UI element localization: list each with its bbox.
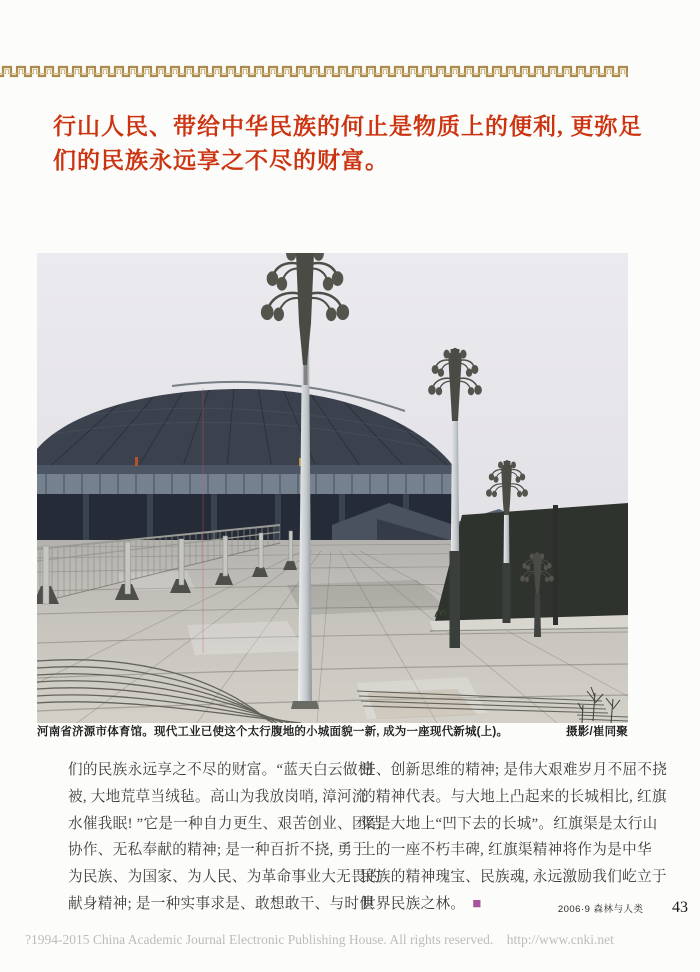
photo-caption: 河南省济源市体育馆。现代工业已使这个太行腹地的小城面貌一新, 成为一座现代新城(上)。 bbox=[37, 726, 509, 738]
dark-pole bbox=[553, 505, 558, 625]
issue-journal-label: 2006·9 森林与人类 bbox=[557, 904, 644, 915]
caption-row bbox=[37, 723, 628, 739]
body-line: 渠是大地上“凹下去的长城”。红旗渠是太行山 bbox=[361, 815, 658, 832]
body-line: 的精神代表。与大地上凸起来的长城相比, 红旗 bbox=[361, 788, 667, 805]
body-line: 献身精神; 是一种实事求是、敢想敢干、与时俱 bbox=[68, 895, 375, 912]
end-mark: ■ bbox=[472, 895, 482, 912]
stadium-photo-graphic bbox=[37, 253, 628, 723]
page-footer bbox=[0, 899, 688, 917]
body-line: 被, 大地荒草当绒毡。高山为我放岗哨, 漳河流 bbox=[68, 788, 367, 805]
body-column-right bbox=[361, 757, 668, 918]
copyright-line: ?1994-2015 China Academic Journal Electronic Publishing House. All rights reserved. http://www.cnki.net bbox=[25, 932, 614, 947]
decorative-border bbox=[0, 63, 628, 79]
body-line: 进、创新思维的精神; 是伟大艰难岁月不屈不挠 bbox=[361, 762, 668, 778]
body-line: 们的民族永远享之不尽的财富。“蓝天白云做棉 bbox=[68, 762, 373, 778]
pull-quote-line-1: 行山人民、带给中华民族的何止是物质上的便利, 更弥足 bbox=[53, 114, 643, 139]
body-line: 世界民族之林。 bbox=[361, 895, 466, 912]
body-column-left bbox=[68, 757, 382, 918]
pull-quote-line-2: 们的民族永远享之不尽的财富。 bbox=[53, 148, 389, 173]
pull-quote bbox=[53, 110, 653, 178]
body-line: 上的一座不朽丰碑, 红旗渠精神将作为是中华 bbox=[361, 842, 652, 859]
body-line: 为民族、为国家、为人民、为革命事业大无畏的 bbox=[68, 869, 381, 886]
page-number: 43 bbox=[672, 899, 688, 916]
body-line: 水催我眠! ”它是一种自力更生、艰苦创业、团结 bbox=[68, 815, 382, 832]
body-line: 民族的精神瑰宝、民族魂, 永远激励我们屹立于 bbox=[361, 869, 667, 886]
photo-credit: 摄影/崔同聚 bbox=[566, 726, 628, 738]
stadium-photo bbox=[37, 253, 628, 723]
body-line: 协作、无私奉献的精神; 是一种百折不挠, 勇于 bbox=[68, 842, 368, 859]
